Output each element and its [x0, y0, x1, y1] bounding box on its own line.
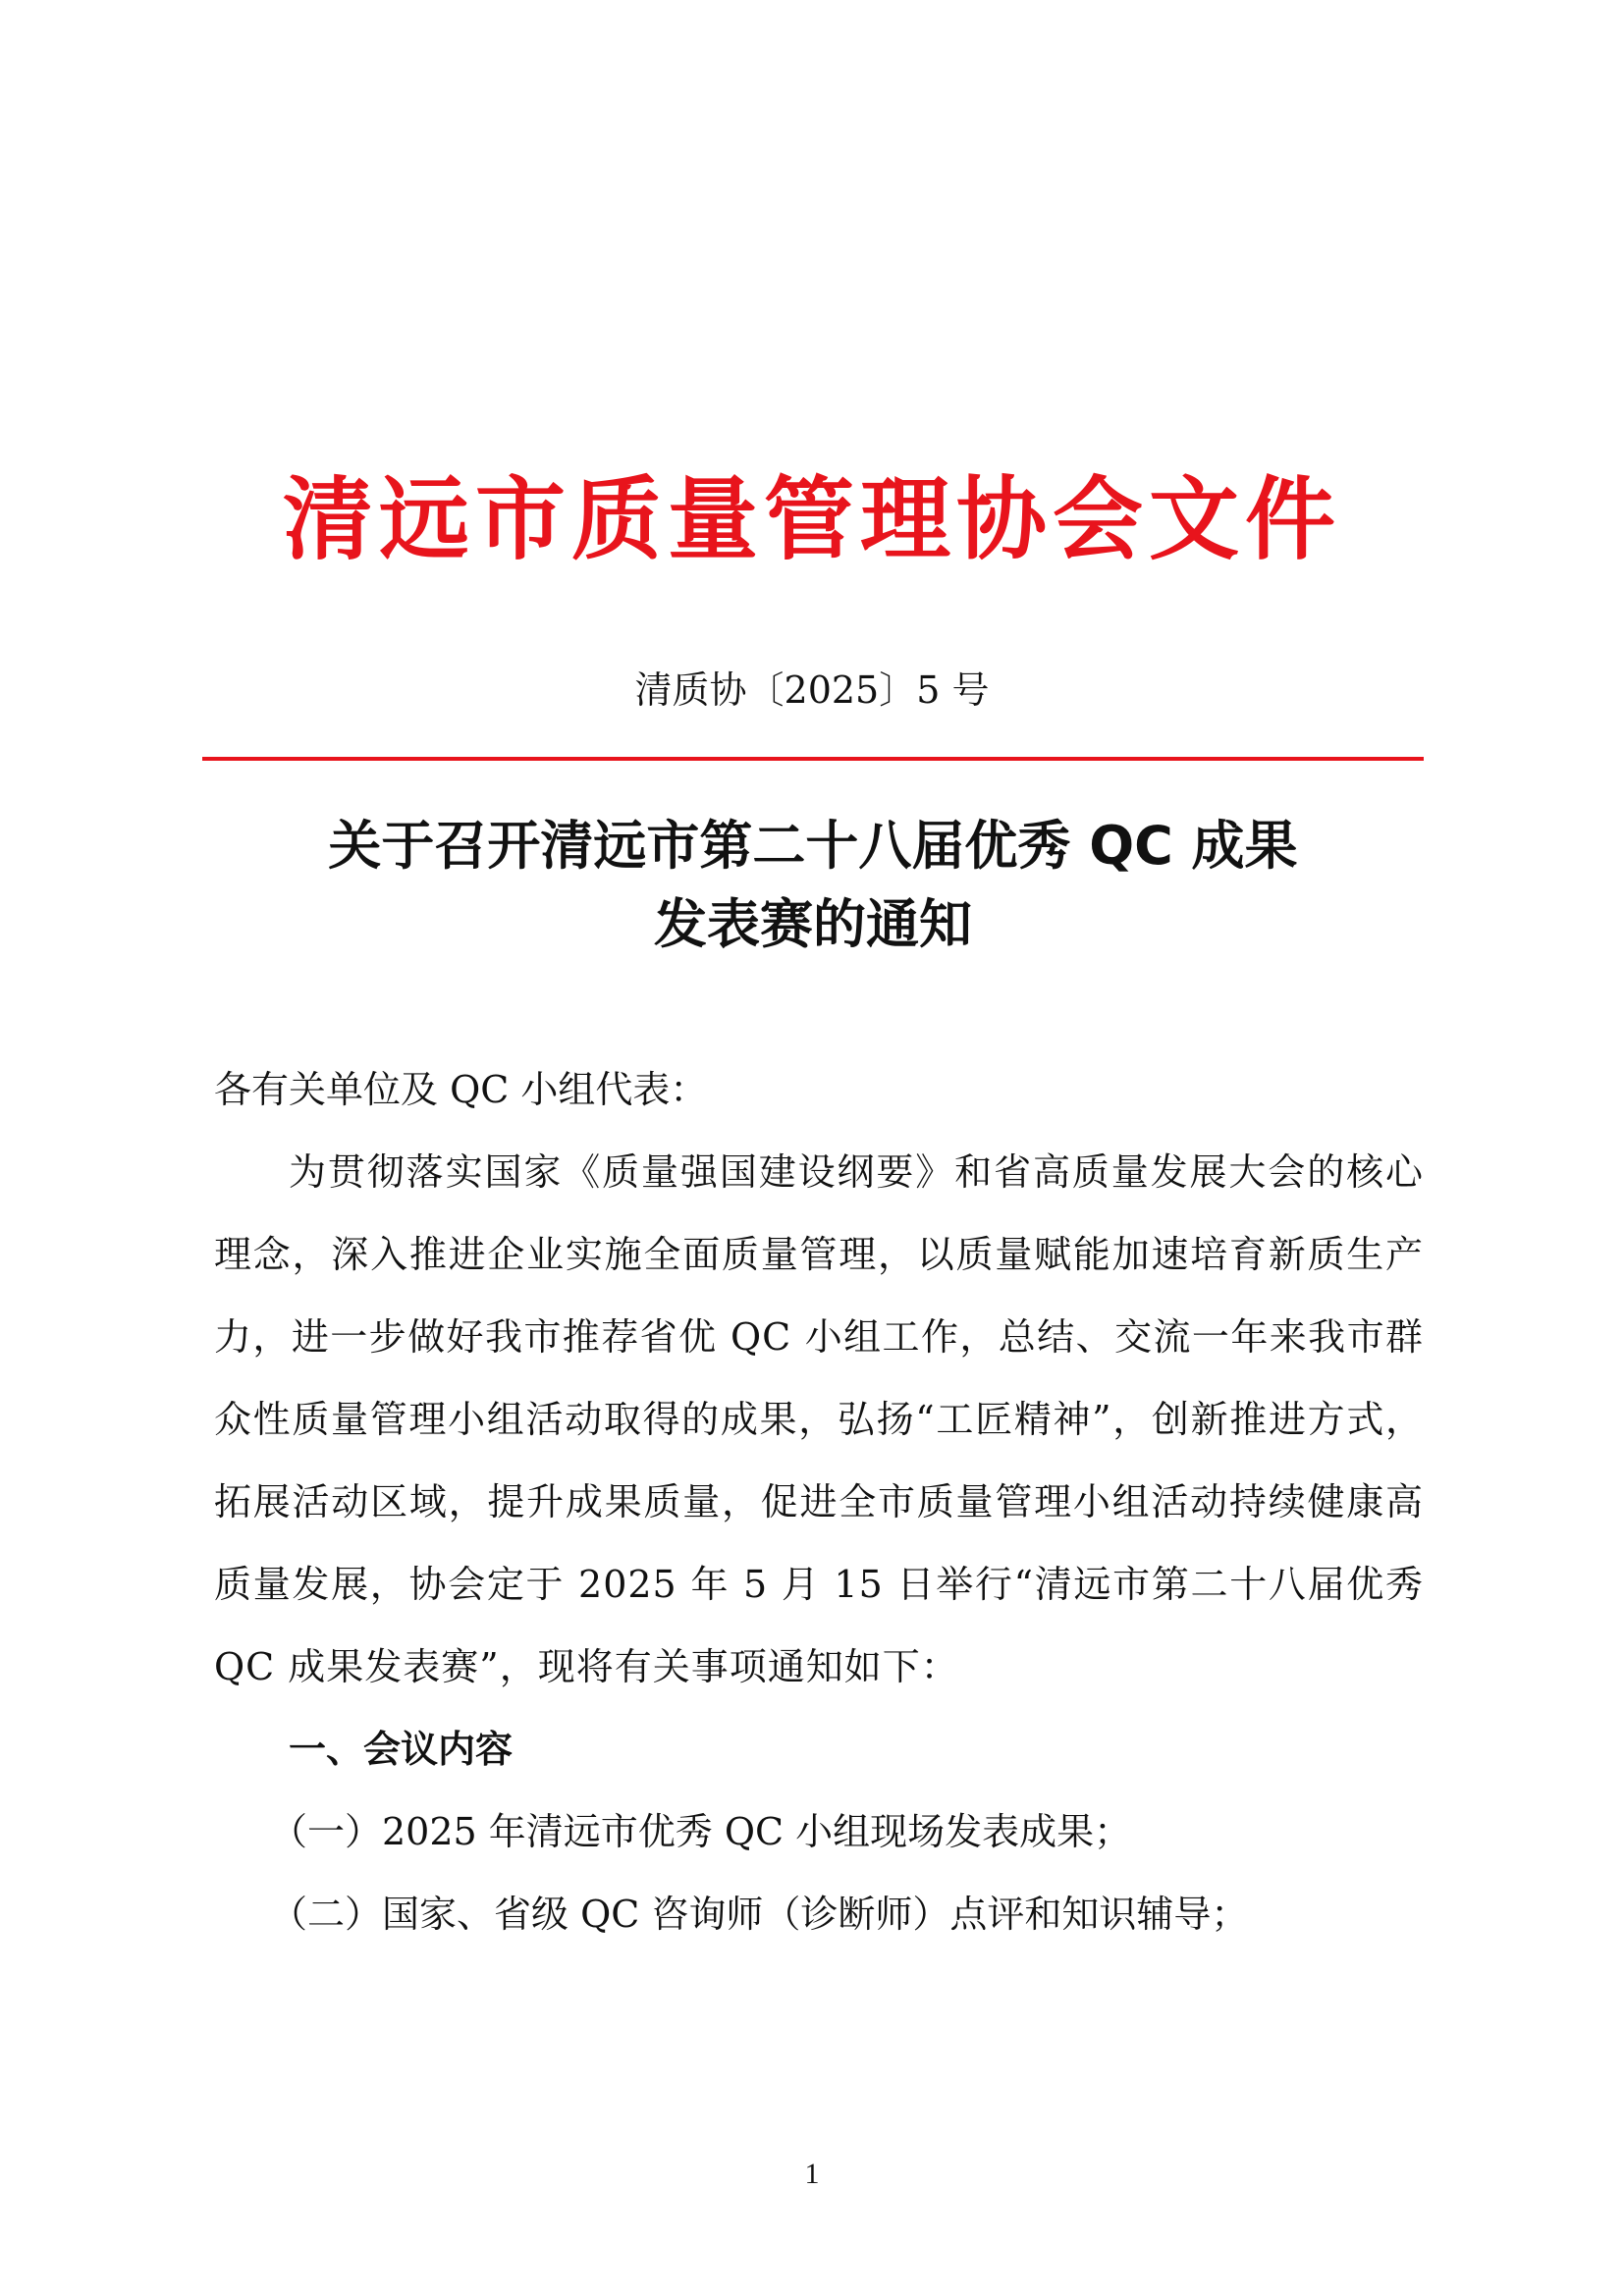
- page-number: 1: [804, 2158, 820, 2190]
- document-number: 清质协〔2025〕5 号: [634, 668, 990, 712]
- intro-paragraph: 为贯彻落实国家《质量强国建设纲要》和省高质量发展大会的核心理念，深入推进企业实施全面质量管理，以质量赋能加速培育新质生产力，进一步做好我市推荐省优 QC 小组工作，总结、交流一年来我市群众性质量管理小组活动取得的成果，弘扬“工匠精神”，创新推进方式，拓展活动区域，提升成果质量，促进全市质量管理小组活动持续健康高质量发展，协会定于 2025 年 5 月 15 日举行“清远市第二十八届优秀 QC 成果发表赛”，现将有关事项通知如下：: [214, 1150, 1424, 1688]
- document-body: [214, 1048, 1424, 1955]
- document-title-line-1: 关于召开清远市第二十八届优秀 QC 成果: [328, 815, 1298, 877]
- list-item: （二）国家、省级 QC 咨询师（诊断师）点评和知识辅导；: [270, 1893, 1249, 1936]
- list-item: （一）2025 年清远市优秀 QC 小组现场发表成果；: [270, 1810, 1132, 1853]
- document-title-line-2: 发表赛的通知: [654, 893, 972, 955]
- red-divider-line: [202, 757, 1424, 761]
- document-title: [202, 807, 1424, 964]
- section-heading-meeting-content: 一、会议内容: [289, 1728, 514, 1771]
- salutation: 各有关单位及 QC 小组代表：: [214, 1068, 708, 1111]
- organization-header: 清远市质量管理协会文件: [282, 467, 1341, 572]
